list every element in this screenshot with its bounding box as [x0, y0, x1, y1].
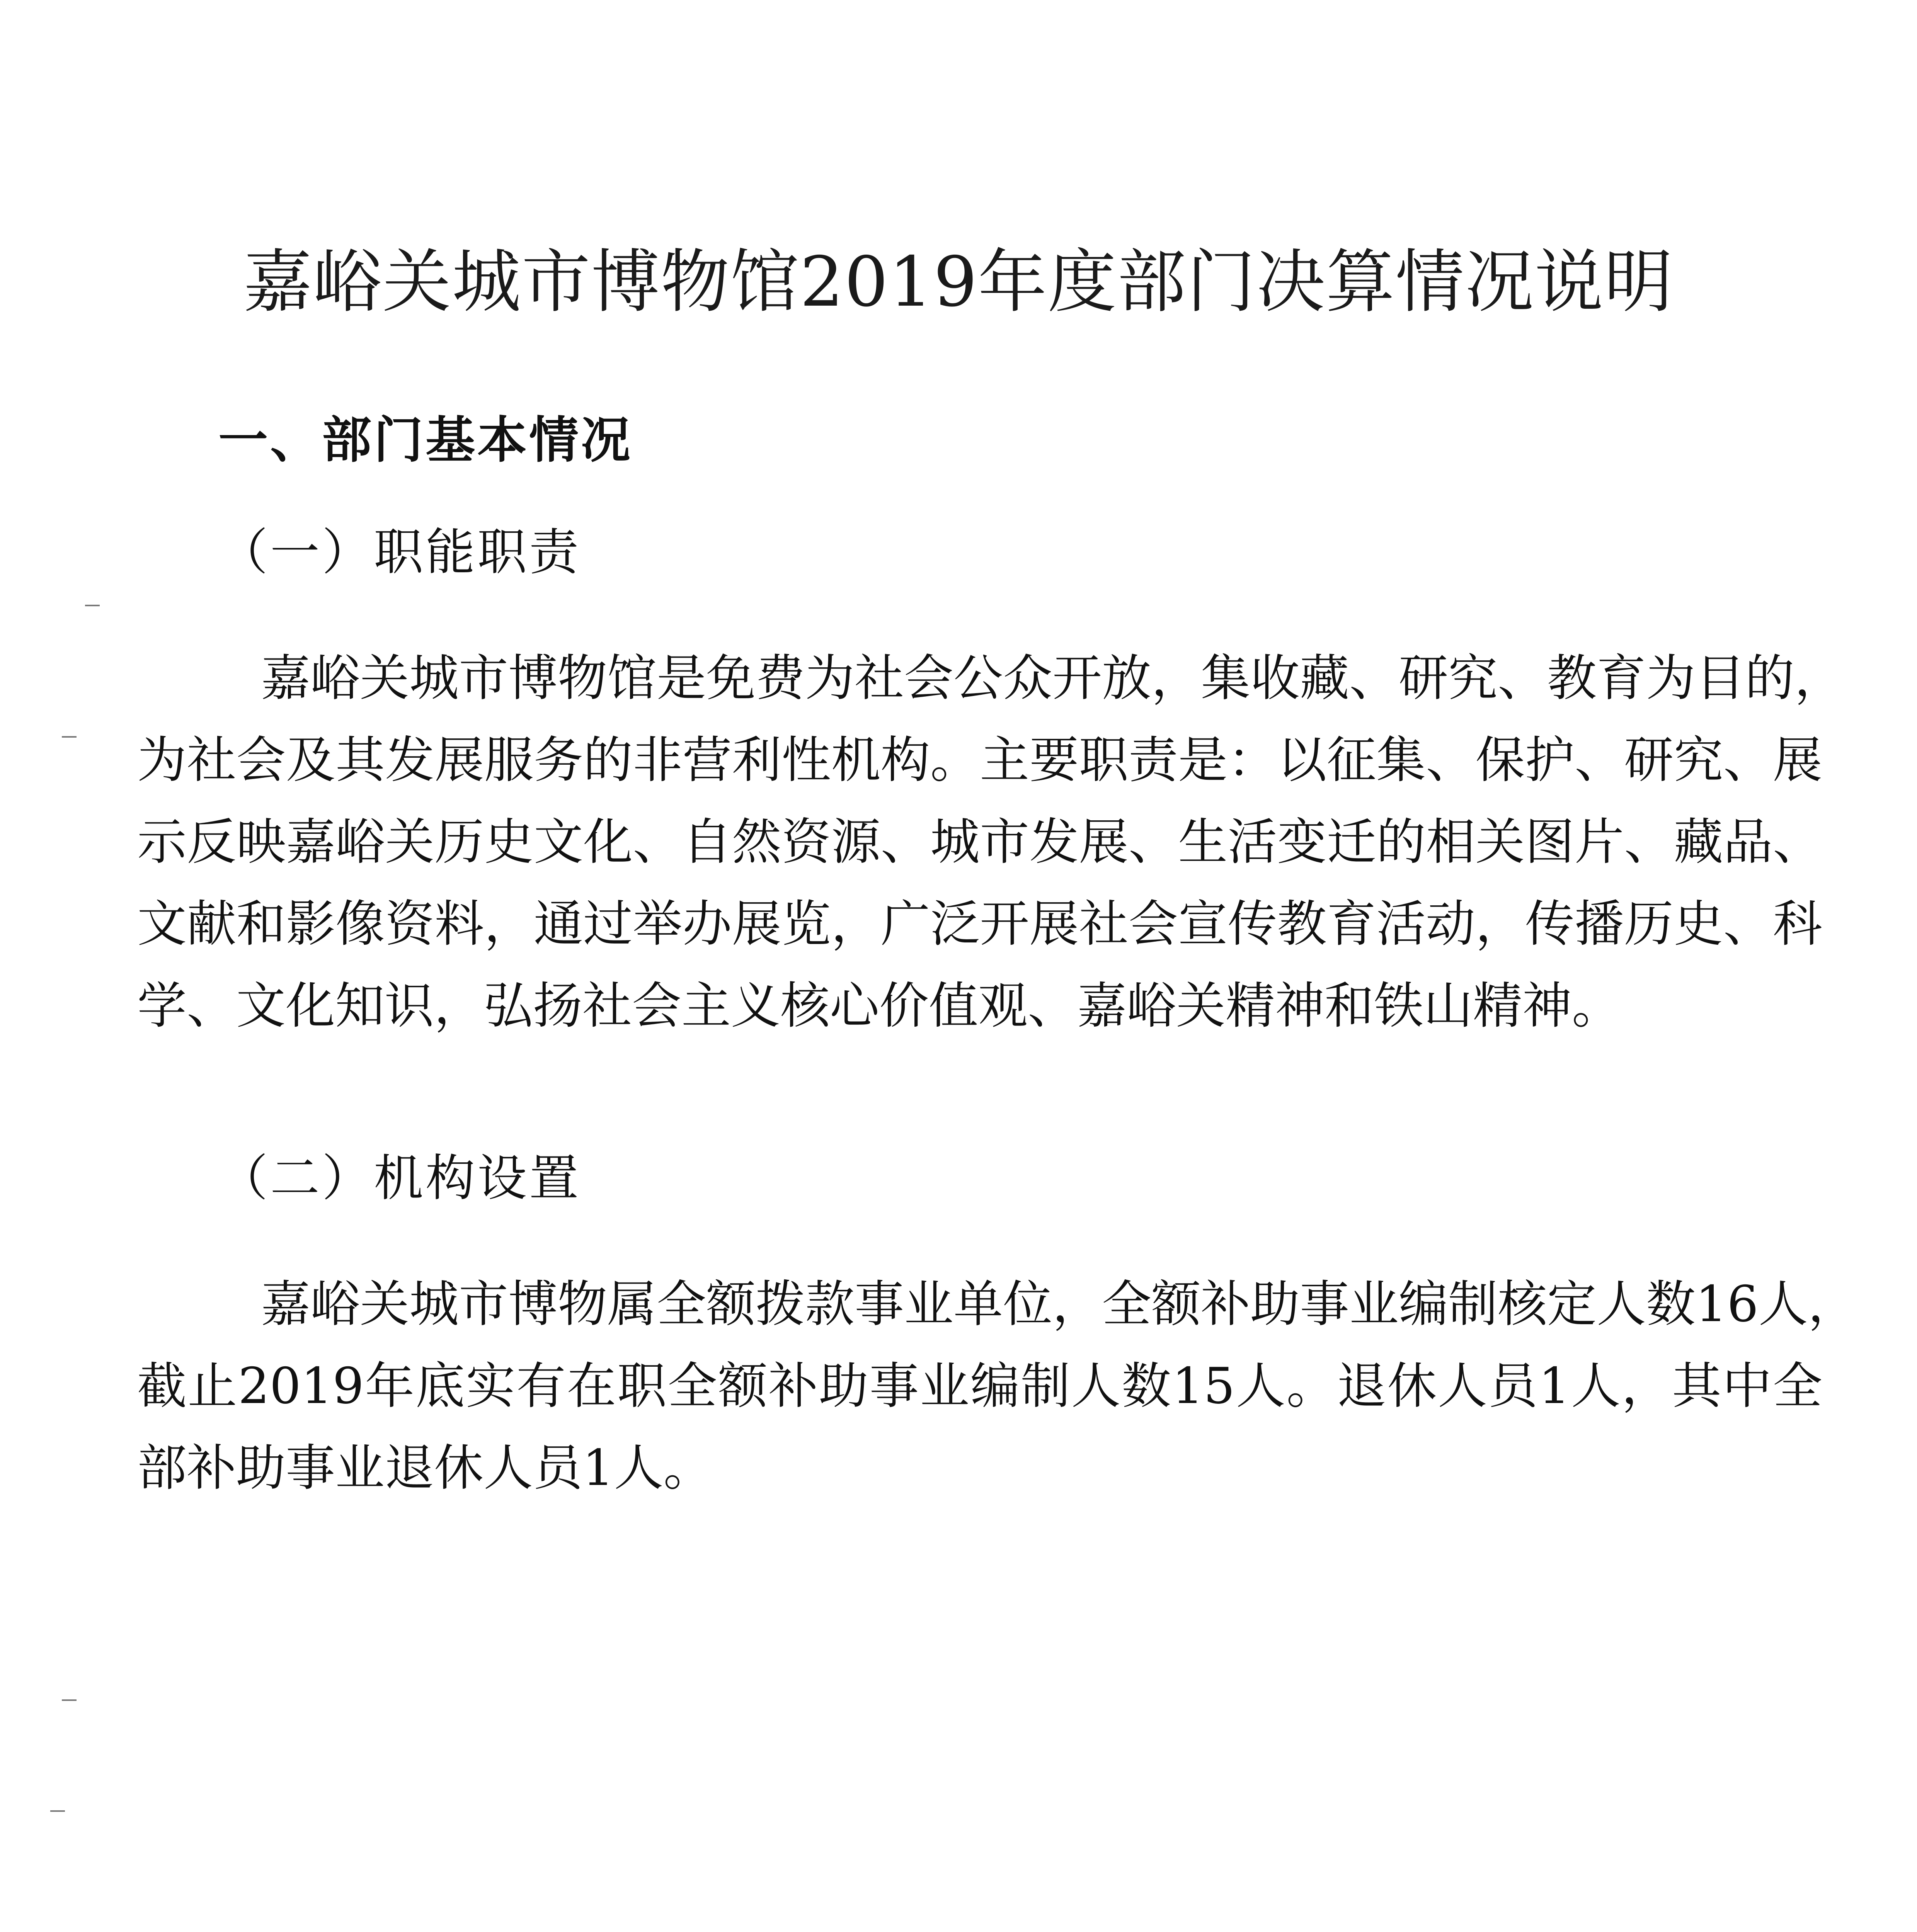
- paragraph-line: 嘉峪关城市博物属全额拨款事业单位，全额补助事业编制核定人数16人，: [261, 1276, 1857, 1333]
- document-title: 嘉峪关城市博物馆2019年度部门决算情况说明: [243, 242, 1674, 322]
- paragraph-line: 示反映嘉峪关历史文化、自然资源、城市发展、生活变迁的相关图片、藏品、: [137, 813, 1822, 871]
- paragraph-line: 嘉峪关城市博物馆是免费为社会公众开放，集收藏、研究、教育为目的，: [261, 650, 1844, 707]
- paragraph-line: 为社会及其发展服务的非营利性机构。主要职责是：以征集、保护、研究、展: [137, 731, 1822, 789]
- duties-paragraph: [137, 638, 1844, 1047]
- paragraph-line: 学、文化知识，弘扬社会主义核心价值观、嘉峪关精神和铁山精神。: [137, 977, 1622, 1035]
- section-heading-basic-info: 一、部门基本情况: [218, 412, 633, 469]
- paragraph-line: 截止2019年底实有在职全额补助事业编制人数15人。退休人员1人，其中全: [137, 1357, 1822, 1415]
- scan-mark: [62, 736, 77, 738]
- subsection-heading-organization: （二）机构设置: [218, 1150, 581, 1207]
- organization-paragraph: [137, 1264, 1857, 1509]
- scan-mark: [50, 1810, 65, 1812]
- paragraph-line: 文献和影像资料，通过举办展览，广泛开展社会宣传教育活动，传播历史、科: [137, 895, 1822, 953]
- scan-mark: [62, 1699, 77, 1701]
- paragraph-line: 部补助事业退休人员1人。: [137, 1439, 713, 1497]
- subsection-heading-duties: （一）职能职责: [218, 524, 581, 581]
- scan-mark: [85, 605, 100, 606]
